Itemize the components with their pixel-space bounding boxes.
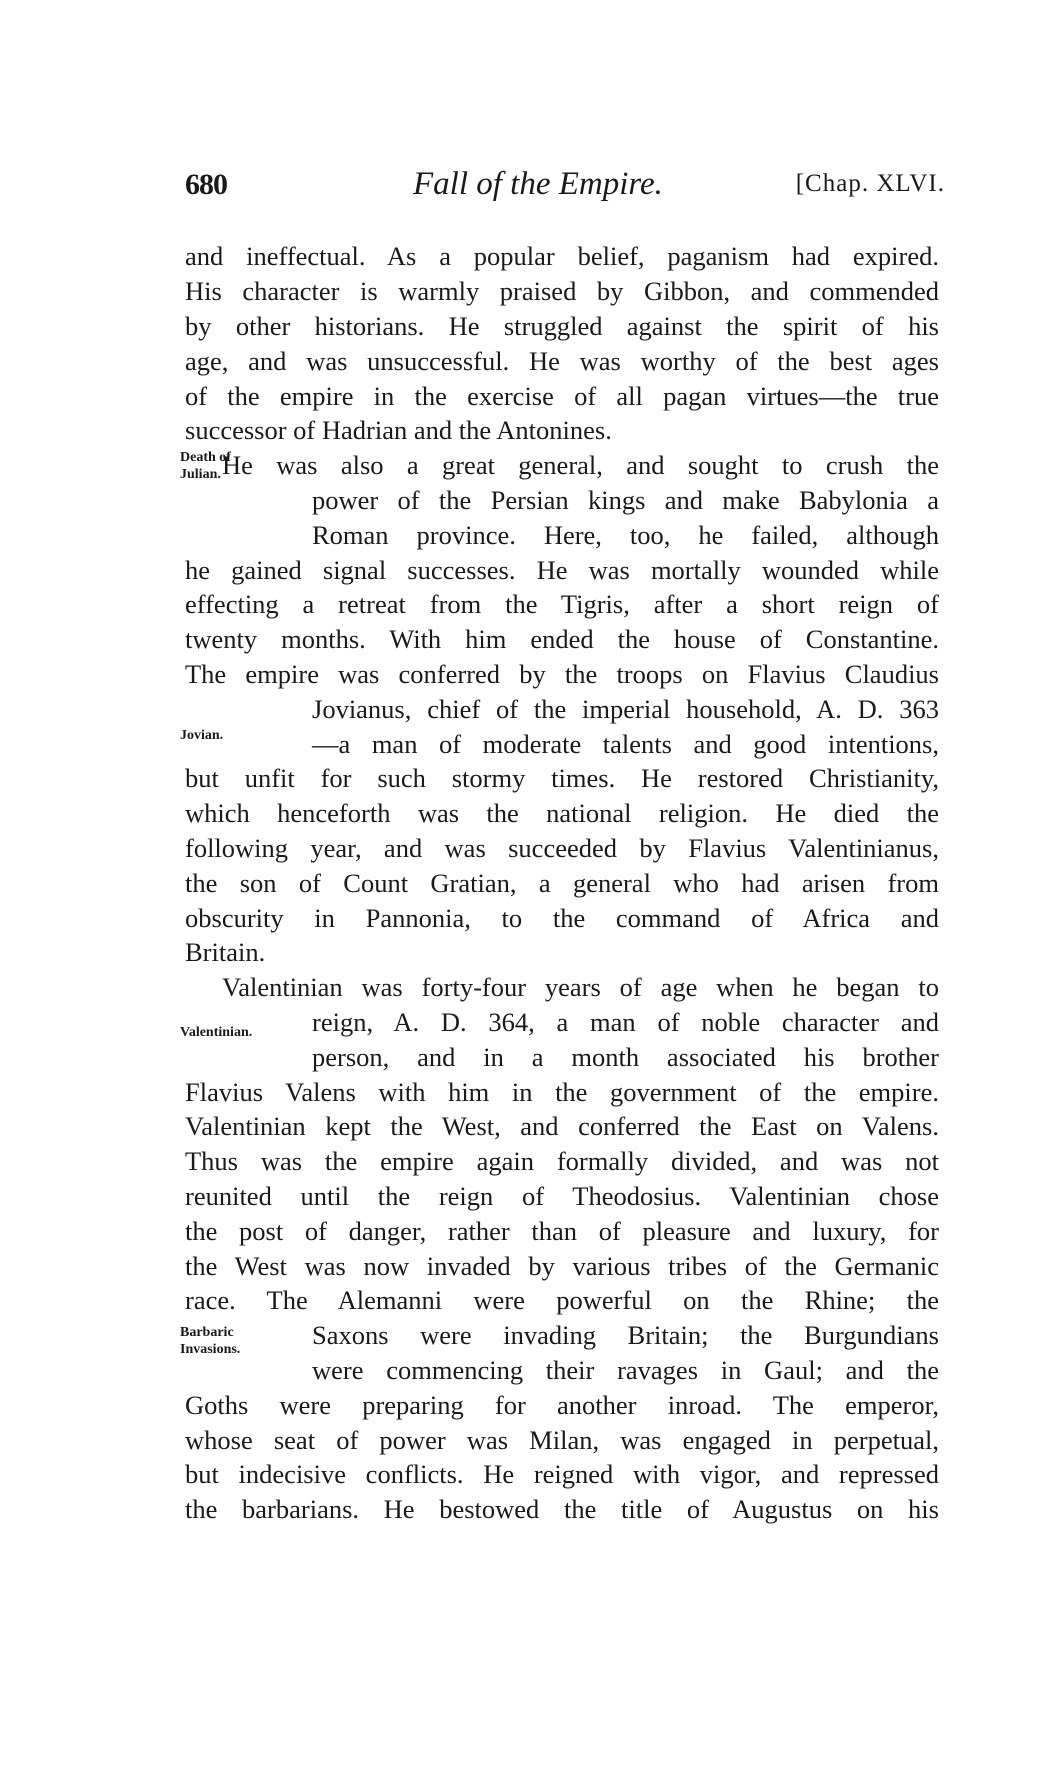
- text-line: the son of Count Gratian, a general who had arisen from: [185, 868, 939, 898]
- text-line: The empire was conferred by the troops on Flavius Claudius: [185, 659, 939, 689]
- text-line: power of the Persian kings and make Babylonia a: [312, 485, 939, 515]
- text-line: person, and in a month associated his brother: [312, 1042, 939, 1072]
- text-line: Thus was the empire again formally divided, and was not: [185, 1146, 939, 1176]
- text-line: twenty months. With him ended the house of Constantine.: [185, 624, 939, 654]
- sidenote-line: Valentinian.: [180, 1025, 253, 1040]
- page-header: [185, 166, 945, 210]
- text-line: He was also a great general, and sought to crush the: [222, 450, 939, 480]
- text-line: but indecisive conflicts. He reigned with vigor, and repressed: [185, 1459, 939, 1489]
- text-line: whose seat of power was Milan, was engaged in perpetual,: [185, 1425, 939, 1455]
- text-line: Britain.: [185, 937, 266, 967]
- text-line: but unfit for such stormy times. He restored Christianity,: [185, 763, 939, 793]
- text-line: Roman province. Here, too, he failed, although: [312, 520, 939, 550]
- text-line: Valentinian was forty-four years of age when he began to: [222, 972, 939, 1002]
- text-line: were commencing their ravages in Gaul; and the: [312, 1355, 939, 1385]
- text-line: successor of Hadrian and the Antonines.: [185, 415, 612, 445]
- text-line: the barbarians. He bestowed the title of Augustus on his: [185, 1494, 939, 1524]
- text-line: His character is warmly praised by Gibbon, and commended: [185, 276, 939, 306]
- chapter-label: [Chap. XLVI.: [795, 170, 945, 197]
- text-line: effecting a retreat from the Tigris, after a short reign of: [185, 589, 939, 619]
- sidenote-line: Barbaric: [180, 1325, 234, 1340]
- text-line: Flavius Valens with him in the government of the empire.: [185, 1077, 939, 1107]
- sidenote-barbaric-invasions: [180, 1324, 240, 1358]
- page-number: 680: [185, 168, 227, 201]
- text-line: Jovianus, chief of the imperial household, A. D. 363: [312, 694, 939, 724]
- text-line: and ineffectual. As a popular belief, paganism had expired.: [185, 241, 939, 271]
- text-line: obscurity in Pannonia, to the command of Africa and: [185, 903, 939, 933]
- text-line: race. The Alemanni were powerful on the Rhine; the: [185, 1285, 939, 1315]
- text-line: age, and was unsuccessful. He was worthy of the best ages: [185, 346, 939, 376]
- running-title: Fall of the Empire.: [413, 166, 663, 202]
- text-line: he gained signal successes. He was mortally wounded while: [185, 555, 939, 585]
- text-line: which henceforth was the national religion. He died the: [185, 798, 939, 828]
- sidenote-line: Jovian.: [180, 728, 224, 743]
- text-line: Saxons were invading Britain; the Burgundians: [312, 1320, 939, 1350]
- sidenote-jovian: [180, 727, 223, 744]
- text-line: the post of danger, rather than of pleasure and luxury, for: [185, 1216, 939, 1246]
- sidenote-valentinian: [180, 1024, 252, 1041]
- text-line: following year, and was succeeded by Flavius Valentinianus,: [185, 833, 939, 863]
- sidenote-line: Death of: [180, 450, 231, 465]
- sidenote-line: Julian.: [180, 467, 221, 482]
- text-line: —a man of moderate talents and good intentions,: [312, 729, 939, 759]
- sidenote-line: Invasions.: [180, 1342, 241, 1357]
- text-line: of the empire in the exercise of all pagan virtues—the true: [185, 381, 939, 411]
- text-line: reunited until the reign of Theodosius. Valentinian chose: [185, 1181, 939, 1211]
- text-line: the West was now invaded by various tribes of the Germanic: [185, 1251, 939, 1281]
- text-line: by other historians. He struggled against the spirit of his: [185, 311, 939, 341]
- text-line: Valentinian kept the West, and conferred the East on Valens.: [185, 1111, 939, 1141]
- text-line: Goths were preparing for another inroad. The emperor,: [185, 1390, 939, 1420]
- text-line: reign, A. D. 364, a man of noble character and: [312, 1007, 939, 1037]
